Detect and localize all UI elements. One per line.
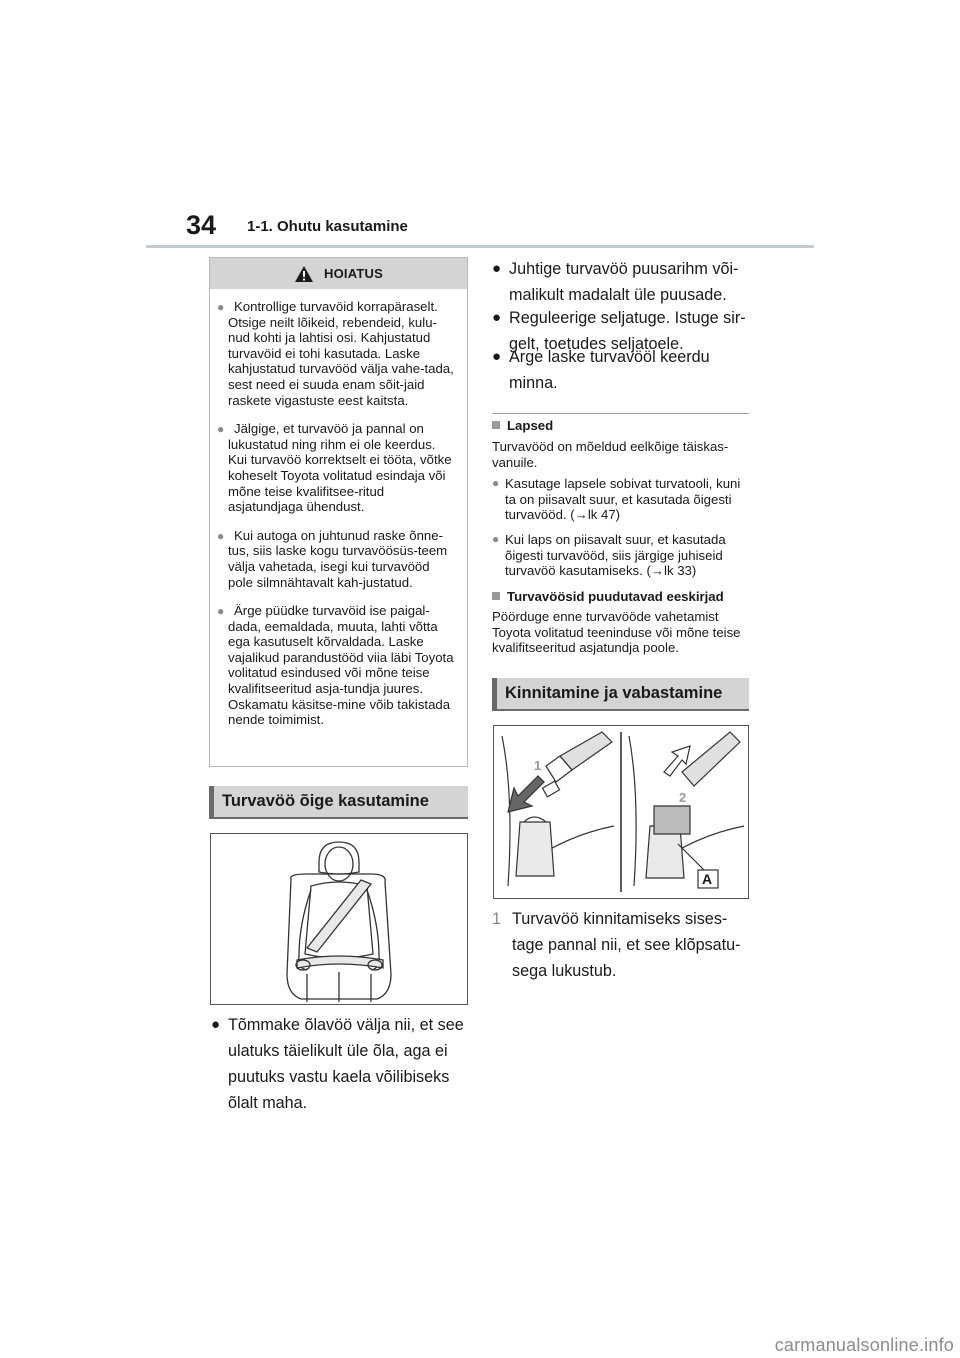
damaged-heading xyxy=(492,589,724,604)
damaged-heading-text: Turvavöösid puudutavad eeskirjad xyxy=(507,589,724,604)
warning-list xyxy=(210,289,467,728)
children-heading xyxy=(492,418,553,433)
children-item xyxy=(492,476,754,523)
seated-person-illustration xyxy=(211,834,467,1004)
bullet-dot-icon: ● xyxy=(217,422,225,437)
bullet-dot-icon: ● xyxy=(217,300,225,314)
warning-title: HOIATUS xyxy=(324,266,383,281)
warning-item-text: Kontrollige turvavöid korrapäraselt. Otsige neilt lõikeid, rebendeid, kulu-nud kohti ja lahtisi osi. Kahjustatud turvavöid ei tohi kasutada. Laske kahjustatud turvavööd välja vahe-tada, sest need ei suuda enam sõit-jaid raskete vigastuste eest kaitsta. xyxy=(228,299,454,408)
square-bullet-icon xyxy=(492,421,500,429)
right-bullet xyxy=(492,344,754,396)
seatbelt-wearing-illustration xyxy=(210,833,468,1005)
bullet-dot-icon: ● xyxy=(217,604,225,619)
proper-use-bullet xyxy=(211,1012,473,1116)
figure-label-a: A xyxy=(702,871,713,887)
bullet-dot-icon: ● xyxy=(492,476,500,490)
children-heading-text: Lapsed xyxy=(507,418,554,433)
section-heading-fastening: Kinnitamine ja vabastamine xyxy=(492,678,749,709)
warning-item xyxy=(218,528,457,590)
watermark: carmanualsonline.info xyxy=(774,1335,954,1355)
figure-label-step2: 2 xyxy=(679,790,687,805)
warning-header xyxy=(210,258,467,289)
warning-item-text: Ärge püüdke turvavöid ise paigal-dada, eemaldada, muuta, lahti võtta ega kasutuselt kõrvaldada. Laske vajalikud parandustööd viia läbi Toyota volitatud esindused või mõne teise kvalifitseeritud asja-tundja juures. Oskamatu käsitse-mine võib takistada nende toimimist. xyxy=(228,603,454,728)
bullet-dot-icon: ● xyxy=(492,348,502,365)
step-number: 1 xyxy=(492,910,502,928)
section-title: 1-1. Ohutu kasutamine xyxy=(247,218,408,235)
divider xyxy=(492,413,749,414)
children-item-text: Kui laps on piisavalt suur, et kasutada õigesti turvavööd, siis järgige juhiseid turvavöö kasutamiseks. (→lk 33) xyxy=(505,532,726,579)
section-heading-underline xyxy=(209,817,468,819)
warning-item xyxy=(218,421,457,515)
bullet-dot-icon: ● xyxy=(211,1016,221,1033)
children-item-text: Kasutage lapsele sobivat turvatooli, kuni ta on piisavalt suur, et kasutada õigesti turvavööd. (→lk 47) xyxy=(505,476,741,523)
warning-item-text: Jälgige, et turvavöö ja pannal on lukustatud ning rihm ei ole keerdus. Kui turvavöö korrektselt ei tööta, võtke koheselt Toyota volitatud esindaja või mõne teise kvalifitsee-ritud asjatundjaga ühendust. xyxy=(228,421,452,515)
fastening-step xyxy=(492,906,752,984)
header-rule xyxy=(146,245,814,248)
section-heading-underline xyxy=(492,709,749,711)
buckle-illustration xyxy=(493,725,749,899)
damaged-text: Pöörduge enne turvavööde vahetamist Toyota volitatud teeninduse või mõne teise kvalifitseeritud asjatundja poole. xyxy=(492,609,741,656)
warning-item xyxy=(218,299,457,408)
square-bullet-icon xyxy=(492,592,500,600)
bullet-dot-icon: ● xyxy=(492,309,502,326)
step-text: Turvavöö kinnitamiseks sises-tage pannal nii, et see klõpsatu-sega lukustub. xyxy=(512,910,741,980)
children-intro: Turvavööd on mõeldud eelkõige täiskas-vanuile. xyxy=(492,439,729,470)
right-bullet-text: Ärge laske turvavööl keerdu minna. xyxy=(509,348,710,392)
right-bullet-text: Juhtige turvavöö puusarihm või-malikult madalalt üle puusade. xyxy=(509,260,739,304)
warning-triangle-icon xyxy=(294,265,314,283)
page-number: 34 xyxy=(186,210,217,240)
right-bullet-text: Reguleerige seljatuge. Istuge sir-gelt, toetudes seljatoele. xyxy=(509,309,746,353)
proper-use-bullet-text: Tõmmake õlavöö välja nii, et see ulatuks täielikult üle õla, aga ei puutuks vastu kaela võilibiseks õlalt maha. xyxy=(228,1016,464,1112)
right-bullet xyxy=(492,256,754,308)
children-item xyxy=(492,532,754,579)
buckle-steps-illustration xyxy=(494,726,748,898)
warning-item-text: Kui autoga on juhtunud raske õnne-tus, siis laske kogu turvavöösüs-teem välja vahetada, isegi kui turvavööd pole silmnähtavalt kah-justatud. xyxy=(228,527,448,590)
warning-item xyxy=(218,603,457,728)
bullet-dot-icon: ● xyxy=(217,528,225,543)
bullet-dot-icon: ● xyxy=(492,260,502,277)
warning-box xyxy=(209,257,468,767)
bullet-dot-icon: ● xyxy=(492,532,500,546)
figure-label-step1: 1 xyxy=(534,758,542,773)
section-heading-proper-use: Turvavöö õige kasutamine xyxy=(209,786,468,817)
